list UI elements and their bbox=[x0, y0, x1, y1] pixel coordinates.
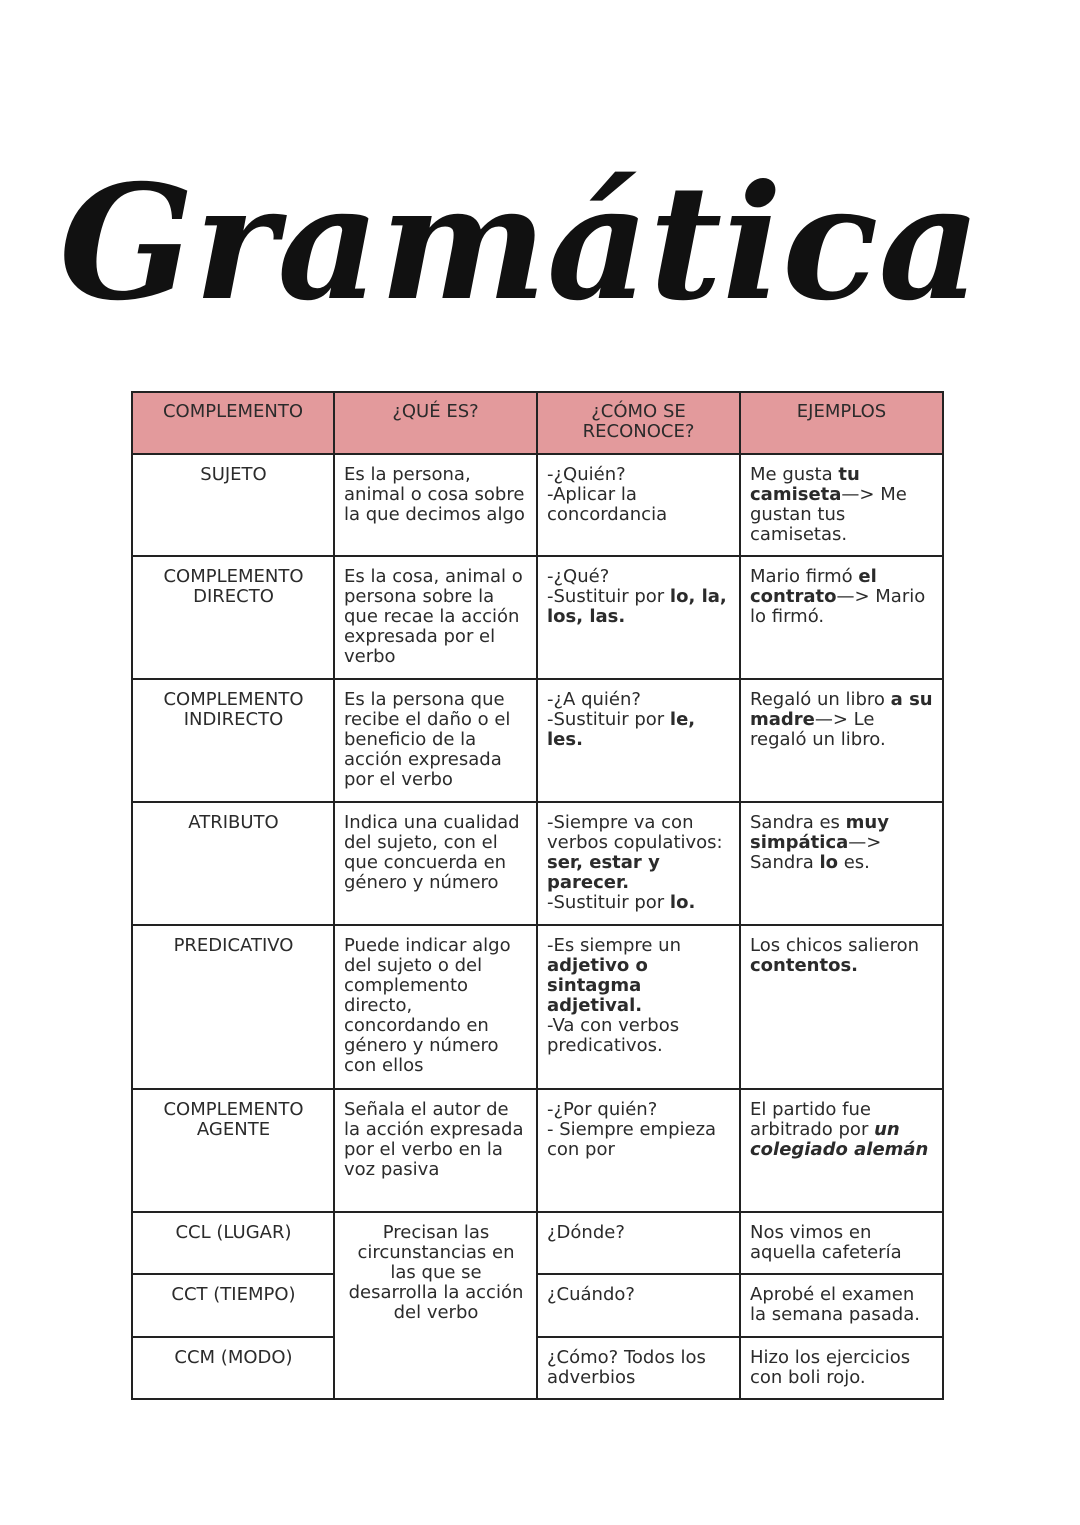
cell-name: COMPLEMENTO AGENTE bbox=[132, 1089, 334, 1212]
cell-name: COMPLEMENTO INDIRECTO bbox=[132, 679, 334, 802]
ejemplo-text: Sandra es bbox=[750, 812, 846, 833]
ejemplo-highlight: tu camiseta bbox=[750, 464, 860, 505]
cell-ejemplo bbox=[740, 1089, 943, 1212]
table-row-directo bbox=[132, 556, 943, 679]
table-header-row bbox=[132, 392, 943, 454]
como-highlight: lo, la, los, las. bbox=[547, 586, 727, 627]
como-line: -Sustituir por bbox=[547, 892, 670, 913]
ejemplo-highlight: el contrato bbox=[750, 566, 877, 607]
cell-que-es-circunstanciales: Precisan las circunstancias en las que se desarrolla la acción del verbo bbox=[334, 1212, 537, 1399]
cell-como bbox=[537, 679, 740, 802]
grammar-table bbox=[131, 391, 944, 1400]
ejemplo-text: Mario firmó bbox=[750, 566, 859, 587]
como-line: -¿A quién? bbox=[547, 689, 641, 710]
table-row-predicativo bbox=[132, 925, 943, 1089]
como-line: -¿Quién? bbox=[547, 464, 626, 485]
cell-ejemplo bbox=[740, 679, 943, 802]
cell-que-es: Es la persona que recibe el daño o el beneficio de la acción expresada por el verbo bbox=[334, 679, 537, 802]
ejemplo-text: El partido fue arbitrado por bbox=[750, 1099, 875, 1140]
como-line: -¿Qué? bbox=[547, 566, 610, 587]
cell-ejemplo: Hizo los ejercicios con boli rojo. bbox=[740, 1337, 943, 1399]
table-row-indirecto bbox=[132, 679, 943, 802]
cell-ejemplo bbox=[740, 556, 943, 679]
como-highlight: ser, estar y parecer. bbox=[547, 852, 660, 893]
page-title-text: Gramática bbox=[59, 151, 981, 336]
header-que-es: ¿QUÉ ES? bbox=[334, 392, 537, 454]
cell-name: PREDICATIVO bbox=[132, 925, 334, 1089]
cell-name: SUJETO bbox=[132, 454, 334, 556]
ejemplo-text: —> Mario lo firmó. bbox=[750, 586, 926, 627]
cell-name: CCM (MODO) bbox=[132, 1337, 334, 1399]
table-row-ccl bbox=[132, 1212, 943, 1274]
cell-que-es: Es la cosa, animal o persona sobre la que recae la acción expresada por el verbo bbox=[334, 556, 537, 679]
ejemplo-text: Regaló un libro bbox=[750, 689, 891, 710]
cell-como: ¿Cómo? Todos los adverbios bbox=[537, 1337, 740, 1399]
ejemplo-highlight: lo bbox=[819, 852, 838, 873]
ejemplo-text: —> Le regaló un libro. bbox=[750, 709, 886, 750]
page-title bbox=[0, 130, 1080, 360]
ejemplo-highlight: contentos. bbox=[750, 955, 858, 976]
como-line: -Va con verbos predicativos. bbox=[547, 1015, 680, 1056]
como-line: -¿Por quién? bbox=[547, 1099, 658, 1120]
ejemplo-highlight: un colegiado alemán bbox=[750, 1119, 929, 1160]
ejemplo-text: —> Sandra bbox=[750, 832, 882, 873]
como-highlight: le, les. bbox=[547, 709, 696, 750]
ejemplo-text: —> Me gustan tus camisetas. bbox=[750, 484, 907, 545]
table-row-cct bbox=[132, 1274, 943, 1337]
cell-como bbox=[537, 925, 740, 1089]
como-line: -Es siempre un bbox=[547, 935, 681, 956]
table-row-agente bbox=[132, 1089, 943, 1212]
cell-que-es: Puede indicar algo del sujeto o del complemento directo, concordando en género y número con ellos bbox=[334, 925, 537, 1089]
como-line: -Aplicar la concordancia bbox=[547, 484, 668, 525]
cell-como bbox=[537, 1089, 740, 1212]
cell-name: CCT (TIEMPO) bbox=[132, 1274, 334, 1337]
ejemplo-highlight: a su madre bbox=[750, 689, 933, 730]
cell-ejemplo: Nos vimos en aquella cafetería bbox=[740, 1212, 943, 1274]
cell-ejemplo: Aprobé el examen la semana pasada. bbox=[740, 1274, 943, 1337]
como-line: -Sustituir por bbox=[547, 709, 670, 730]
como-line: - Siempre empieza con por bbox=[547, 1119, 717, 1160]
como-highlight: adjetivo o sintagma adjetival. bbox=[547, 955, 648, 1016]
cell-que-es: Señala el autor de la acción expresada por el verbo en la voz pasiva bbox=[334, 1089, 537, 1212]
cell-ejemplo bbox=[740, 802, 943, 925]
cell-name: CCL (LUGAR) bbox=[132, 1212, 334, 1274]
ejemplo-highlight: muy simpática bbox=[750, 812, 889, 853]
ejemplo-text: Los chicos salieron bbox=[750, 935, 920, 956]
table-row-sujeto bbox=[132, 454, 943, 556]
ejemplo-text: es. bbox=[838, 852, 870, 873]
ejemplo-text: Me gusta bbox=[750, 464, 839, 485]
cell-como bbox=[537, 556, 740, 679]
table-row-ccm bbox=[132, 1337, 943, 1399]
header-complemento: COMPLEMENTO bbox=[132, 392, 334, 454]
cell-como: ¿Cuándo? bbox=[537, 1274, 740, 1337]
cell-que-es: Indica una cualidad del sujeto, con el que concuerda en género y número bbox=[334, 802, 537, 925]
cell-que-es: Es la persona, animal o cosa sobre la que decimos algo bbox=[334, 454, 537, 556]
como-highlight: lo. bbox=[669, 892, 696, 913]
header-ejemplos: EJEMPLOS bbox=[740, 392, 943, 454]
cell-name: ATRIBUTO bbox=[132, 802, 334, 925]
header-como-se-reconoce: ¿CÓMO SE RECONOCE? bbox=[537, 392, 740, 454]
como-line: -Sustituir por bbox=[547, 586, 670, 607]
cell-name: COMPLEMENTO DIRECTO bbox=[132, 556, 334, 679]
cell-como bbox=[537, 802, 740, 925]
table-row-atributo bbox=[132, 802, 943, 925]
como-line: -Siempre va con verbos copulativos: bbox=[547, 812, 723, 853]
cell-como: ¿Dónde? bbox=[537, 1212, 740, 1274]
cell-ejemplo bbox=[740, 925, 943, 1089]
cell-como bbox=[537, 454, 740, 556]
cell-ejemplo bbox=[740, 454, 943, 556]
